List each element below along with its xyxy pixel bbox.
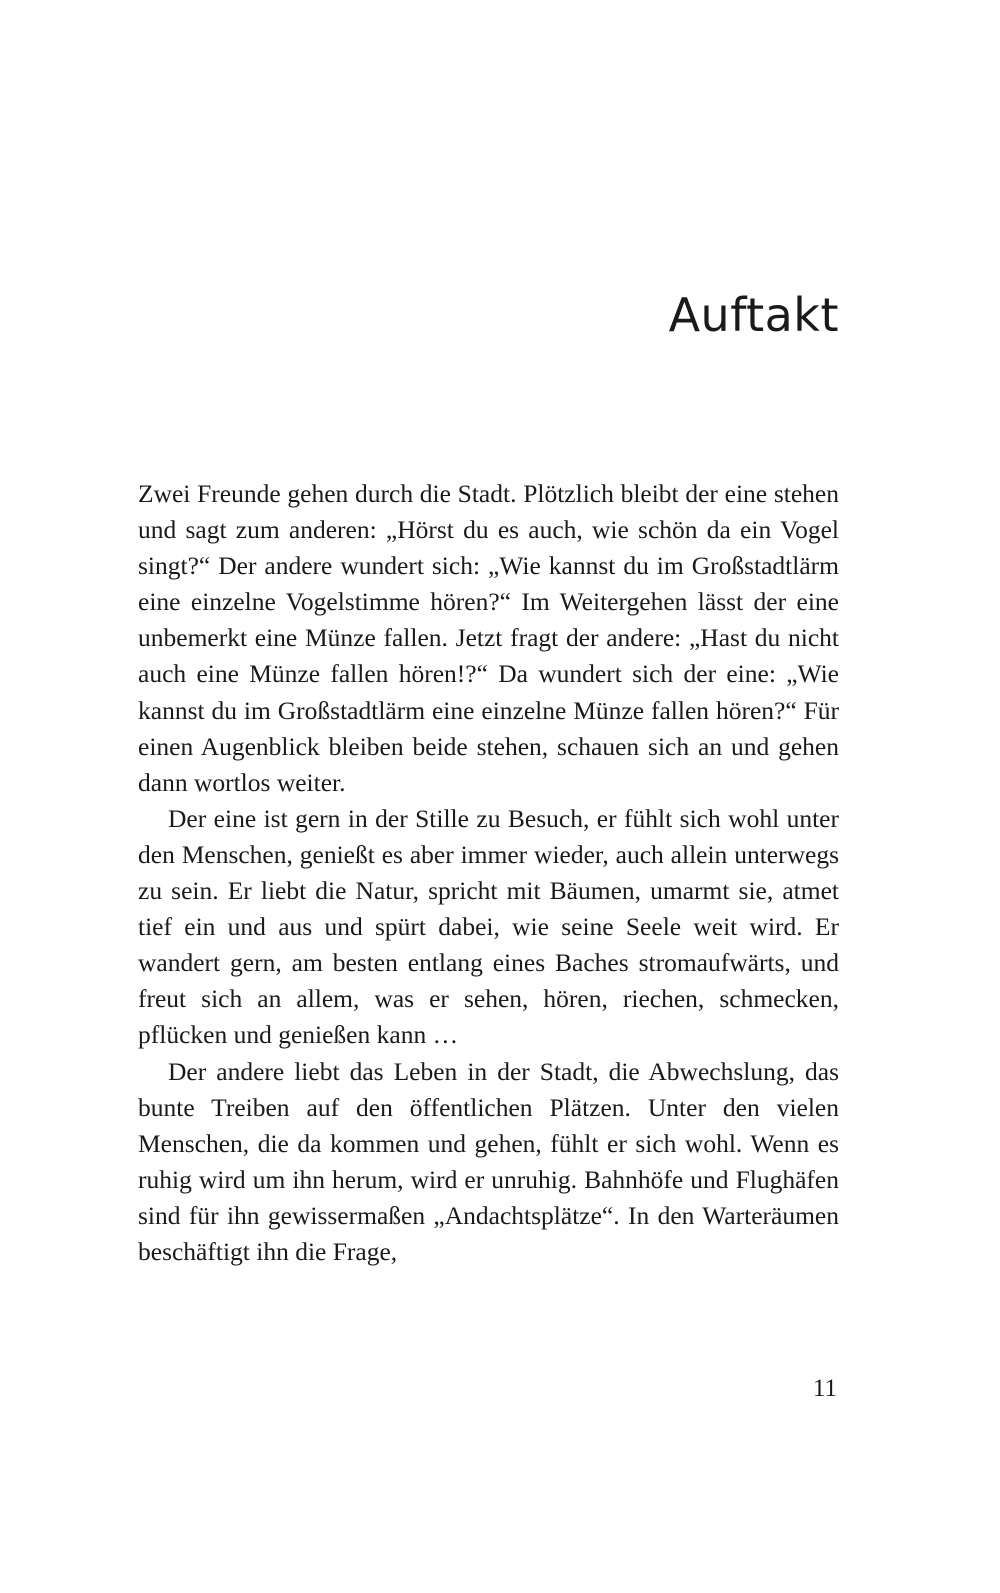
paragraph-2: Der eine ist gern in der Stille zu Besuch, er fühlt sich wohl unter den Menschen, genießt es aber immer wieder, auch allein unterwegs zu sein. Er liebt die Natur, spricht mit Bäumen, umarmt sie, atmet tief ein und aus und spürt dabei, wie seine Seele weit wird. Er wandert gern, am besten entlang eines Baches stromaufwärts, und freut sich an allem, was er sehen, hören, riechen, schmecken, pflücken und genießen kann … bbox=[138, 803, 839, 1050]
body-text bbox=[138, 476, 839, 1270]
page-number: 11 bbox=[812, 1375, 837, 1402]
paragraph-3: Der andere liebt das Leben in der Stadt, die Abwechslung, das bunte Treiben auf den öffentlichen Plätzen. Unter den vielen Menschen, die da kommen und gehen, fühlt er sich wohl. Wenn es ruhig wird um ihn herum, wird er unruhig. Bahnhöfe und Flughäfen sind für ihn gewissermaßen „Andachtsplätze“. In den Warteräumen beschäftigt ihn die Frage, bbox=[138, 1056, 839, 1266]
chapter-title: Auftakt bbox=[668, 288, 839, 342]
paragraph-1: Zwei Freunde gehen durch die Stadt. Plötzlich bleibt der eine stehen und sagt zum anderen: „Hörst du es auch, wie schön da ein Vogel singt?“ Der andere wundert sich: „Wie kannst du im Großstadtlärm eine einzelne Vogelstimme hören?“ Im Weitergehen lässt der eine unbemerkt eine Münze fallen. Jetzt fragt der andere: „Hast du nicht auch eine Münze fallen hören!?“ Da wundert sich der eine: „Wie kannst du im Großstadtlärm eine einzelne Münze fallen hören?“ Für einen Augenblick bleiben beide stehen, schauen sich an und gehen dann wortlos weiter. bbox=[138, 479, 839, 797]
